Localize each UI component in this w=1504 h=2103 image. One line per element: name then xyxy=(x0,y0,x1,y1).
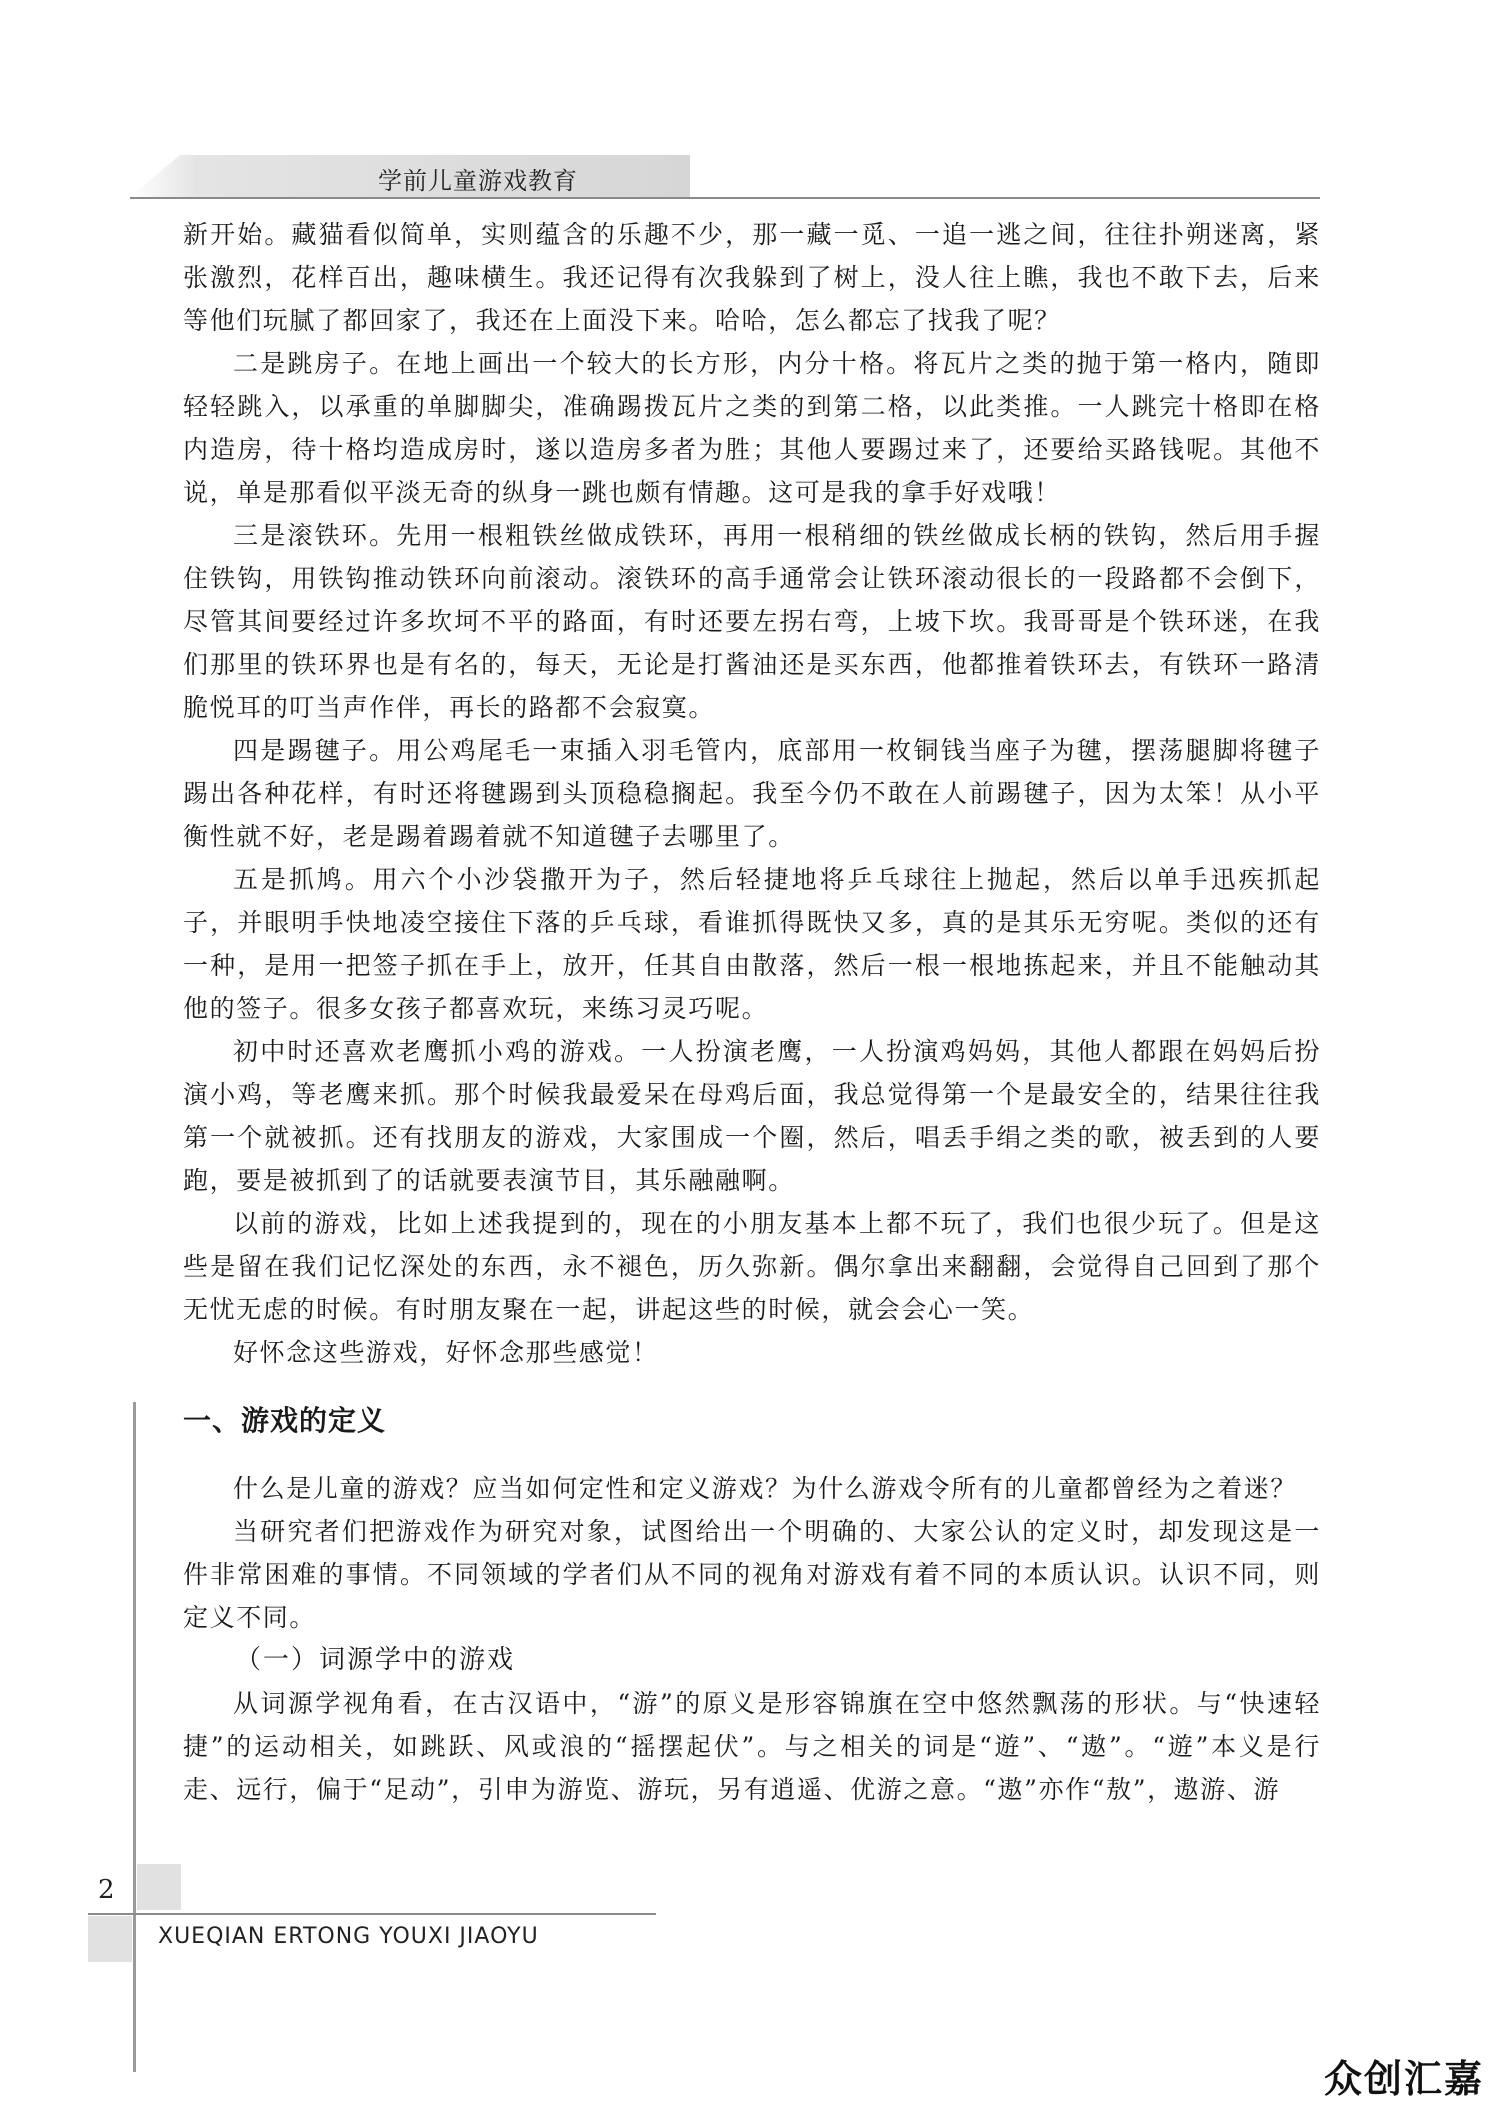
paragraph: 新开始。藏猫看似简单，实则蕴含的乐趣不少，那一藏一觅、一追一逃之间，往往扑朔迷离，紧张激烈，花样百出，趣味横生。我还记得有次我躲到了树上，没人往上瞧，我也不敢下去，后来等他们玩腻了都回家了，我还在上面没下来。哈哈，怎么都忘了找我了呢？ xyxy=(183,220,1321,335)
paragraph: 好怀念这些游戏，好怀念那些感觉！ xyxy=(233,1338,659,1367)
subsection-heading: （一）词源学中的游戏 xyxy=(235,1645,516,1675)
paragraph: 初中时还喜欢老鹰抓小鸡的游戏。一人扮演老鹰，一人扮演鸡妈妈，其他人都跟在妈妈后扮演小鸡，等老鹰来抓。那个时候我最爱呆在母鸡后面，我总觉得第一个是最安全的，结果往往我第一个就被抓。还有找朋友的游戏，大家围成一个圈，然后，唱丢手绢之类的歌，被丢到的人要跑，要是被抓到了的话就要表演节目，其乐融融啊。 xyxy=(183,1037,1321,1195)
paragraph: 二是跳房子。在地上画出一个较大的长方形，内分十格。将瓦片之类的抛于第一格内，随即轻轻跳入，以承重的单脚脚尖，准确踢拨瓦片之类的到第二格，以此类推。一人跳完十格即在格内造房，待十格均造成房时，遂以造房多者为胜；其他人要踢过来了，还要给买路钱呢。其他不说，单是那看似平淡无奇的纵身一跳也颇有情趣。这可是我的拿手好戏哦！ xyxy=(183,349,1321,507)
paragraph: 四是踢毽子。用公鸡尾毛一束插入羽毛管内，底部用一枚铜钱当座子为毽，摆荡腿脚将毽子踢出各种花样，有时还将毽踢到头顶稳稳搁起。我至今仍不敢在人前踢毽子，因为太笨！从小平衡性就不好，老是踢着踢着就不知道毽子去哪里了。 xyxy=(183,736,1321,851)
page-body xyxy=(183,213,1321,1811)
watermark-logo: 众创汇嘉 xyxy=(1324,2057,1485,2101)
paragraph: 三是滚铁环。先用一根粗铁丝做成铁环，再用一根稍细的铁丝做成长柄的铁钩，然后用手握住铁钩，用铁钩推动铁环向前滚动。滚铁环的高手通常会让铁环滚动很长的一段路都不会倒下，尽管其间要经过许多坎坷不平的路面，有时还要左拐右弯，上坡下坎。我哥哥是个铁环迷，在我们那里的铁环界也是有名的，每天，无论是打酱油还是买东西，他都推着铁环去，有铁环一路清脆悦耳的叮当声作伴，再长的路都不会寂寞。 xyxy=(183,521,1321,722)
page-number-box xyxy=(137,1864,181,1910)
margin-rule xyxy=(133,1402,136,2072)
footer-running-title: XUEQIAN ERTONG YOUXI JIAOYU xyxy=(158,1924,539,1949)
footer-rule xyxy=(88,1913,656,1915)
paragraph: 以前的游戏，比如上述我提到的，现在的小朋友基本上都不玩了，我们也很少玩了。但是这些是留在我们记忆深处的东西，永不褪色，历久弥新。偶尔拿出来翻翻，会觉得自己回到了那个无忧无虑的时候。有时朋友聚在一起，讲起这些的时候，就会会心一笑。 xyxy=(183,1209,1321,1324)
paragraph: 什么是儿童的游戏？应当如何定性和定义游戏？为什么游戏令所有的儿童都曾经为之着迷？ xyxy=(233,1474,1298,1503)
section-heading: 一、游戏的定义 xyxy=(183,1404,387,1437)
running-header xyxy=(130,155,1320,199)
paragraph: 从词源学视角看，在古汉语中，“游”的原义是形容锦旗在空中悠然飘荡的形状。与“快速轻捷”的运动相关，如跳跃、风或浪的“摇摆起伏”。与之相关的词是“遊”、“遨”。“遊”本义是行走、远行，偏于“足动”，引申为游览、游玩，另有逍遥、优游之意。“遨”亦作“敖”，遨游、游 xyxy=(183,1689,1321,1804)
page-number: 2 xyxy=(98,1875,115,1905)
paragraph: 当研究者们把游戏作为研究对象，试图给出一个明确的、大家公认的定义时，却发现这是一件非常困难的事情。不同领域的学者们从不同的视角对游戏有着不同的本质认识。认识不同，则定义不同。 xyxy=(183,1517,1321,1632)
footer-box xyxy=(88,1916,132,1962)
book-title: 学前儿童游戏教育 xyxy=(378,167,578,195)
paragraph: 五是抓鸠。用六个小沙袋撒开为子，然后轻捷地将乒乓球往上抛起，然后以单手迅疾抓起子，并眼明手快地凌空接住下落的乒乓球，看谁抓得既快又多，真的是其乐无穷呢。类似的还有一种，是用一把签子抓在手上，放开，任其自由散落，然后一根一根地拣起来，并且不能触动其他的签子。很多女孩子都喜欢玩，来练习灵巧呢。 xyxy=(183,865,1321,1023)
